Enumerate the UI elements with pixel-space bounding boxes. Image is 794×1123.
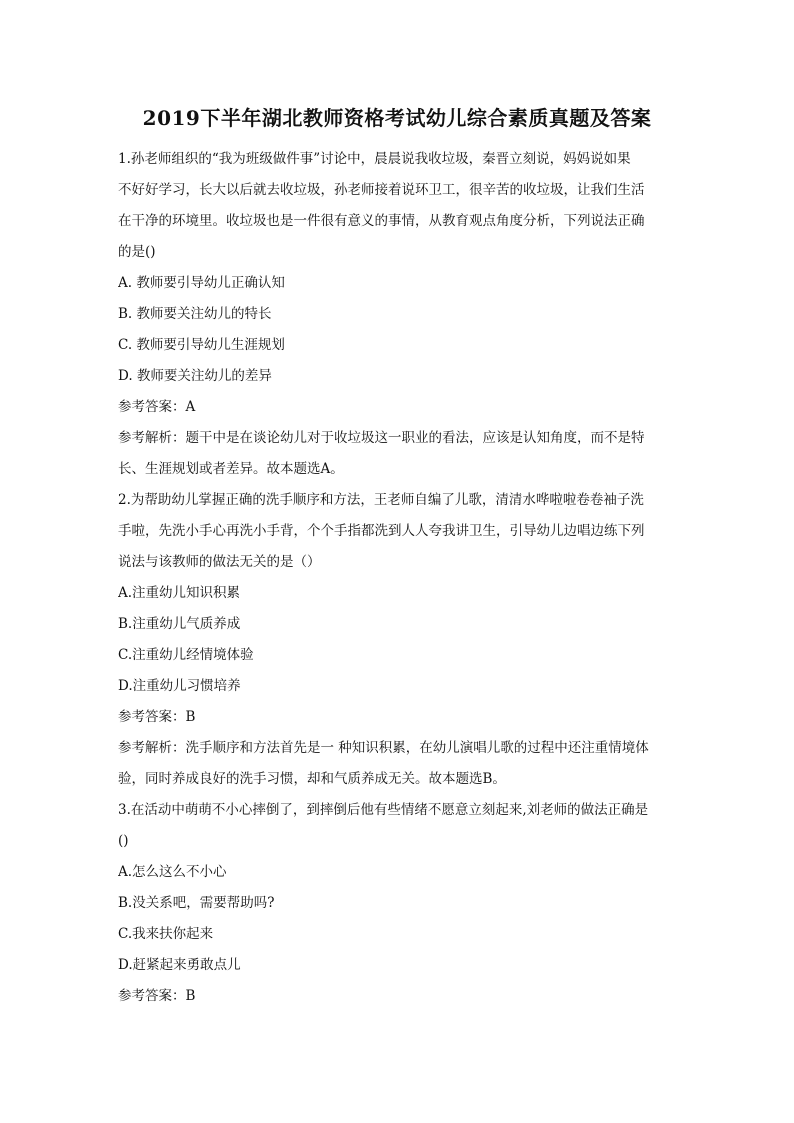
question-1-option-b: B. 教师要关注幼儿的特长	[118, 306, 272, 322]
text-line: 的是()	[118, 244, 156, 260]
question-2-analysis	[118, 733, 680, 795]
text-line: ()	[118, 833, 129, 849]
question-3-option-b: B.没关系吧，需要帮助吗?	[118, 895, 275, 911]
question-2-option-a: A.注重幼儿知识积累	[118, 585, 241, 601]
question-2-option-c: C.注重幼儿经情境体验	[118, 647, 254, 663]
question-2-stem	[118, 485, 680, 578]
text-line: 长、生涯规划或者差异。故本题选A。	[118, 461, 344, 477]
document-title: 2019下半年湖北教师资格考试幼儿综合素质真题及答案	[142, 106, 652, 130]
document-body	[118, 144, 680, 1012]
text-line: 参考解析：题干中是在谈论幼儿对于收垃圾这一职业的看法，应该是认知角度，而不是特	[118, 430, 645, 446]
question-1-answer: 参考答案：A	[118, 399, 196, 415]
question-1-option-d: D. 教师要关注幼儿的差异	[118, 368, 272, 384]
question-3-option-a: A.怎么这么不小心	[118, 864, 227, 880]
question-1-stem	[118, 144, 680, 268]
question-2-option-b: B.注重幼儿气质养成	[118, 616, 241, 632]
text-line: 1.孙老师组织的“我为班级做件事”讨论中，晨晨说我收垃圾，秦晋立刻说，妈妈说如果	[118, 151, 631, 167]
text-line: 不好好学习，长大以后就去收垃圾，孙老师接着说环卫工，很辛苦的收垃圾，让我们生活	[118, 182, 645, 198]
question-3-stem	[118, 795, 680, 857]
question-2-answer: 参考答案：B	[118, 709, 196, 725]
question-3-answer: 参考答案：B	[118, 988, 196, 1004]
text-line: 2.为帮助幼儿掌握正确的洗手顺序和方法，王老师自编了儿歌，清清水哗啦啦卷卷袖子洗	[118, 492, 644, 508]
text-line: 在干净的环境里。收垃圾也是一件很有意义的事情，从教育观点角度分析，下列说法正确	[118, 213, 645, 229]
question-1-option-c: C. 教师要引导幼儿生涯规划	[118, 337, 285, 353]
question-3-option-d: D.赶紧起来勇敢点儿	[118, 957, 241, 973]
text-line: 验，同时养成良好的洗手习惯，却和气质养成无关。故本题选B。	[118, 771, 506, 787]
question-1-analysis	[118, 423, 680, 485]
question-1-option-a: A. 教师要引导幼儿正确认知	[118, 275, 285, 291]
text-line: 参考解析：洗手顺序和方法首先是一 种知识积累，在幼儿演唱儿歌的过程中还注重情境体	[118, 740, 649, 756]
text-line: 说法与该教师的做法无关的是（）	[118, 554, 321, 570]
question-3-option-c: C.我来扶你起来	[118, 926, 214, 942]
text-line: 3.在活动中萌萌不小心摔倒了，到摔倒后他有些情绪不愿意立刻起来,刘老师的做法正确是	[118, 802, 649, 818]
question-2-option-d: D.注重幼儿习惯培养	[118, 678, 241, 694]
text-line: 手啦，先洗小手心再洗小手背，个个手指都洗到人人夸我讲卫生，引导幼儿边唱边练下列	[118, 523, 645, 539]
